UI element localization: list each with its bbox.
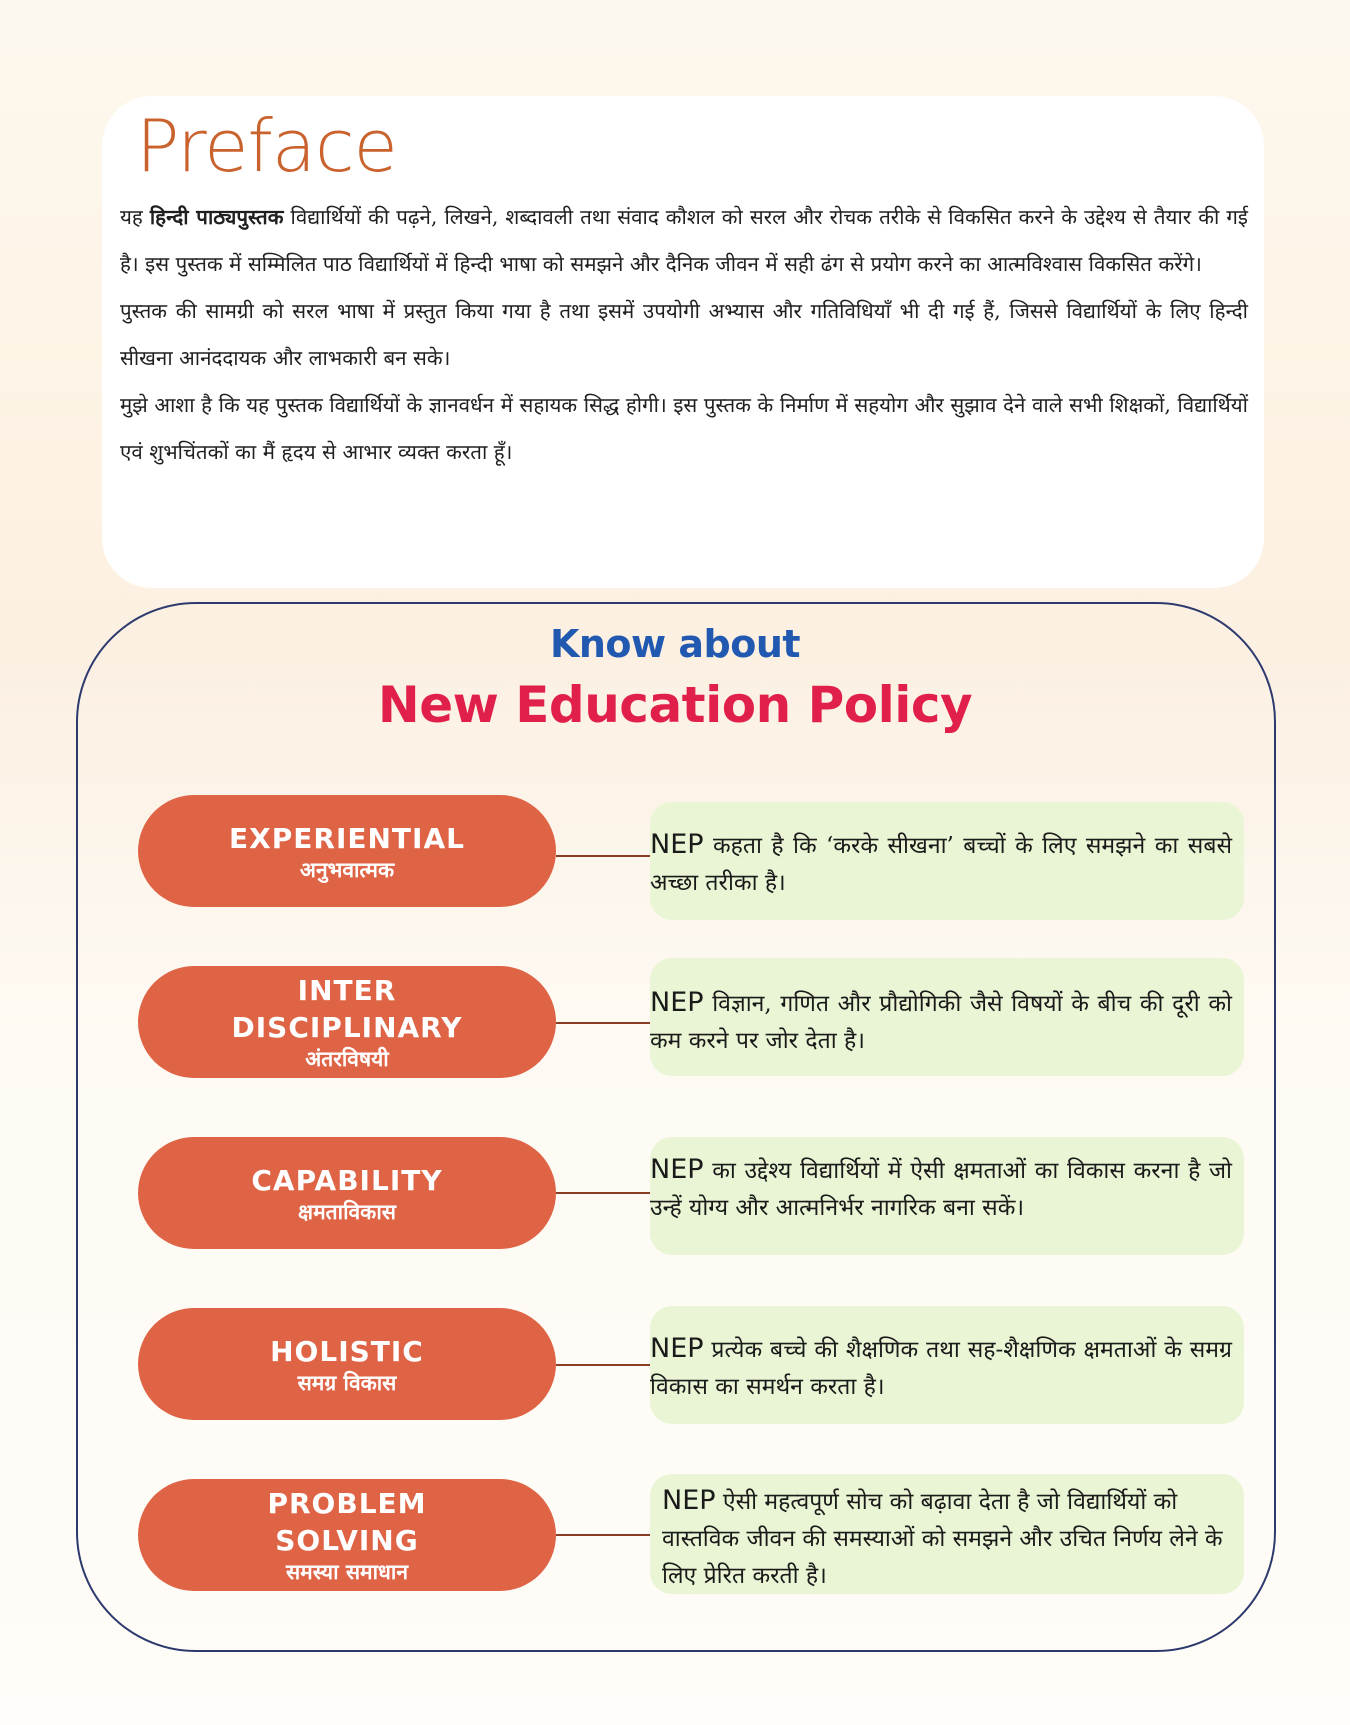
description-text (662, 1482, 1236, 1595)
nep-prefix: NEP (662, 1485, 716, 1516)
pillar-problem-solving (138, 1479, 556, 1591)
description-body: कहता है कि ‘करके सीखना’ बच्चों के लिए समझने का सबसे अच्छा तरीका है। (650, 833, 1232, 896)
description-problem-solving (650, 1474, 1244, 1594)
preface-title: Preface (136, 104, 397, 188)
pillar-label-hi: क्षमताविकास (298, 1199, 396, 1224)
pillar-label-en: CAPABILITY (251, 1163, 443, 1197)
preface-paragraph-2: पुस्तक की सामग्री को सरल भाषा में प्रस्तुत किया गया है तथा इसमें उपयोगी अभ्यास और गतिविधियाँ भी दी गई हैं, जिससे विद्यार्थियों के लिए हिन्दी सीखना आनंददायक और लाभकारी बन सके। (120, 299, 1248, 370)
nep-prefix: NEP (650, 1154, 704, 1185)
preface-body (120, 194, 1248, 476)
pillar-label-en: PROBLEM SOLVING (267, 1487, 427, 1557)
preface-paragraph-1-text: विद्यार्थियों की पढ़ने, लिखने, शब्दावली तथा संवाद कौशल को सरल और रोचक तरीके से विकसित करने के उद्देश्य से तैयार की गई है। इस पुस्तक में सम्मिलित पाठ विद्यार्थियों में हिन्दी भाषा को समझने और दैनिक जीवन में सही ढंग से प्रयोग करने का आत्मविश्वास विकसित करेंगे। (120, 205, 1248, 276)
pillar-connector (556, 1192, 652, 1194)
description-text (650, 984, 1232, 1060)
pillar-connector (556, 1364, 652, 1366)
description-text (650, 1330, 1232, 1406)
preface-paragraph-3: मुझे आशा है कि यह पुस्तक विद्यार्थियों के ज्ञानवर्धन में सहायक सिद्ध होगी। इस पुस्तक के निर्माण में सहयोग और सुझाव देने वाले सभी शिक्षकों, विद्यार्थियों एवं शुभचिंतकों का मैं हृदय से आभार व्यक्त करता हूँ। (120, 393, 1248, 464)
pillar-experiential (138, 795, 556, 907)
description-capability (650, 1137, 1244, 1255)
preface-intro-word: यह (120, 205, 143, 229)
nep-prefix: NEP (650, 829, 704, 860)
pillar-connector (556, 855, 652, 857)
description-body: प्रत्येक बच्चे की शैक्षणिक तथा सह-शैक्षणिक क्षमताओं के समग्र विकास का समर्थन करता है। (650, 1337, 1233, 1400)
nep-kicker: Know about (549, 622, 801, 666)
book-title-bold: हिन्दी पाठ्यपुस्तक (149, 205, 284, 229)
pillar-capability (138, 1137, 556, 1249)
description-text (650, 826, 1232, 902)
pillar-label-hi: अंतरविषयी (305, 1047, 389, 1071)
nep-title: New Education Policy (377, 676, 973, 734)
description-body: विज्ञान, गणित और प्रौद्योगिकी जैसे विषयों के बीच की दूरी को कम करने पर जोर देता है। (650, 991, 1232, 1054)
description-body: का उद्देश्य विद्यार्थियों में ऐसी क्षमताओं का विकास करना है जो उन्हें योग्य और आत्मनिर्भर नागरिक बना सकें। (650, 1158, 1232, 1221)
pillar-label-hi: समग्र विकास (297, 1370, 397, 1395)
pillar-connector (556, 1022, 652, 1024)
description-holistic (650, 1306, 1244, 1424)
nep-prefix: NEP (650, 987, 704, 1018)
pillar-label-en: EXPERIENTIAL (229, 821, 465, 855)
pillar-label-en: INTER DISCIPLINARY (231, 974, 463, 1044)
preface-card (102, 96, 1264, 588)
nep-prefix: NEP (650, 1333, 704, 1364)
description-body: ऐसी महत्वपूर्ण सोच को बढ़ावा देता है जो विद्यार्थियों को वास्तविक जीवन की समस्याओं को समझने और उचित निर्णय लेने के लिए प्रेरित करती है। (662, 1489, 1223, 1589)
pillar-connector (556, 1534, 652, 1536)
pillar-label-hi: अनुभवात्मक (299, 857, 395, 882)
preface-paragraph-1 (120, 194, 1248, 288)
description-text (650, 1151, 1232, 1227)
description-experiential (650, 802, 1244, 920)
description-interdisciplinary (650, 958, 1244, 1076)
pillar-interdisciplinary (138, 966, 556, 1078)
pillar-label-en: HOLISTIC (270, 1334, 424, 1368)
pillar-label-hi: समस्या समाधान (285, 1560, 409, 1584)
pillar-holistic (138, 1308, 556, 1420)
